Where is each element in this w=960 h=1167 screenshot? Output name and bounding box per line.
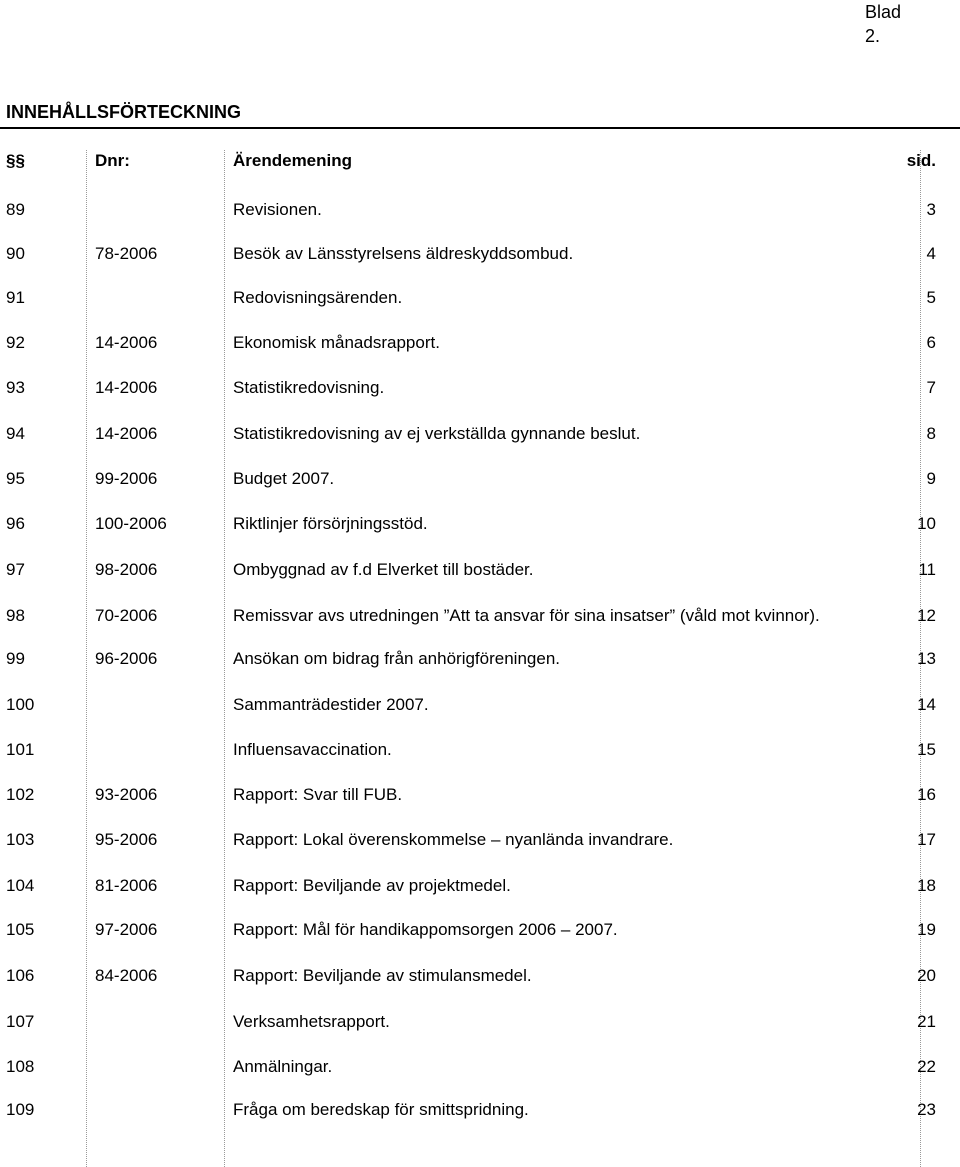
sid-cell: 23 xyxy=(917,1100,936,1119)
paragraf-cell: 93 xyxy=(6,378,25,397)
document-title: INNEHÅLLSFÖRTECKNING xyxy=(6,102,241,122)
arende-cell: Revisionen. xyxy=(233,200,322,219)
paragraf-cell: 102 xyxy=(6,785,35,804)
table-row xyxy=(0,378,960,408)
paragraf-cell: 92 xyxy=(6,333,25,352)
dnr-cell: 84-2006 xyxy=(95,966,158,985)
arende-cell: Rapport: Beviljande av projektmedel. xyxy=(233,876,511,895)
table-row xyxy=(0,785,960,815)
sid-cell: 14 xyxy=(917,695,936,714)
paragraf-cell: 109 xyxy=(6,1100,35,1119)
table-row xyxy=(0,740,960,770)
table-row xyxy=(0,966,960,996)
paragraf-cell: 108 xyxy=(6,1057,35,1076)
arende-cell: Rapport: Mål för handikappomsorgen 2006 – 2007. xyxy=(233,920,618,939)
dnr-cell: 99-2006 xyxy=(95,469,158,488)
paragraf-cell: 97 xyxy=(6,560,25,579)
sid-cell: 10 xyxy=(917,514,936,533)
paragraf-cell: 99 xyxy=(6,649,25,668)
table-row xyxy=(0,876,960,906)
dnr-cell: 93-2006 xyxy=(95,785,158,804)
sid-cell: 17 xyxy=(917,830,936,849)
paragraf-cell: 89 xyxy=(6,200,25,219)
sid-cell: 9 xyxy=(926,469,936,488)
sid-cell: 3 xyxy=(926,200,936,219)
dnr-cell: 81-2006 xyxy=(95,876,158,895)
dnr-cell: 14-2006 xyxy=(95,378,158,397)
dnr-cell: 100-2006 xyxy=(95,514,167,533)
arende-cell: Ombyggnad av f.d Elverket till bostäder. xyxy=(233,560,534,579)
arende-cell: Influensavaccination. xyxy=(233,740,392,759)
paragraf-cell: 101 xyxy=(6,740,35,759)
arende-cell: Rapport: Svar till FUB. xyxy=(233,785,403,804)
paragraf-cell: 105 xyxy=(6,920,35,939)
arende-cell: Rapport: Lokal överenskommelse – nyanlända invandrare. xyxy=(233,830,674,849)
arende-cell: Sammanträdestider 2007. xyxy=(233,695,429,714)
sid-cell: 18 xyxy=(917,876,936,895)
paragraf-cell: 94 xyxy=(6,424,25,443)
sid-cell: 4 xyxy=(926,244,936,263)
sid-cell: 19 xyxy=(917,920,936,939)
table-row xyxy=(0,649,960,679)
sid-cell: 16 xyxy=(917,785,936,804)
arende-cell: Besök av Länsstyrelsens äldreskyddsombud. xyxy=(233,244,574,263)
table-row xyxy=(0,1057,960,1087)
arende-cell: Remissvar avs utredningen ”Att ta ansvar för sina insatser” (våld mot kvinnor). xyxy=(233,606,820,625)
paragraf-cell: 104 xyxy=(6,876,35,895)
table-row xyxy=(0,920,960,950)
sid-cell: 11 xyxy=(918,560,936,579)
page-number-block xyxy=(865,0,901,48)
title-divider xyxy=(0,127,960,129)
sid-cell: 7 xyxy=(926,378,936,397)
paragraf-cell: 95 xyxy=(6,469,25,488)
paragraf-cell: 96 xyxy=(6,514,25,533)
paragraf-cell: 100 xyxy=(6,695,35,714)
arende-cell: Anmälningar. xyxy=(233,1057,333,1076)
table-row xyxy=(0,1012,960,1042)
paragraf-cell: 91 xyxy=(6,288,25,307)
paragraf-cell: 90 xyxy=(6,244,25,263)
table-row xyxy=(0,514,960,544)
blad-label: Blad xyxy=(865,2,902,22)
dnr-cell: 98-2006 xyxy=(95,560,158,579)
table-row xyxy=(0,244,960,274)
sid-cell: 15 xyxy=(917,740,936,759)
arende-cell: Rapport: Beviljande av stimulansmedel. xyxy=(233,966,532,985)
arende-cell: Ekonomisk månadsrapport. xyxy=(233,333,440,352)
paragraf-cell: 98 xyxy=(6,606,25,625)
table-row xyxy=(0,830,960,860)
arende-cell: Ansökan om bidrag från anhörigföreningen. xyxy=(233,649,560,668)
sid-cell: 20 xyxy=(917,966,936,985)
table-row xyxy=(0,424,960,454)
table-header xyxy=(0,151,960,181)
blad-number: 2. xyxy=(865,26,881,46)
paragraf-cell: 107 xyxy=(6,1012,35,1031)
sid-cell: 8 xyxy=(926,424,936,443)
table-row xyxy=(0,288,960,318)
table-row xyxy=(0,200,960,230)
dnr-cell: 14-2006 xyxy=(95,424,158,443)
sid-cell: 22 xyxy=(917,1057,936,1076)
arende-cell: Riktlinjer försörjningsstöd. xyxy=(233,514,428,533)
dnr-cell: 78-2006 xyxy=(95,244,158,263)
dnr-cell: 96-2006 xyxy=(95,649,158,668)
header-paragraf: §§ xyxy=(6,151,25,170)
arende-cell: Fråga om beredskap för smittspridning. xyxy=(233,1100,529,1119)
dnr-cell: 97-2006 xyxy=(95,920,158,939)
table-row xyxy=(0,606,960,636)
sid-cell: 21 xyxy=(917,1012,936,1031)
table-row xyxy=(0,1100,960,1130)
table-row xyxy=(0,560,960,590)
table-row xyxy=(0,333,960,363)
dnr-cell: 70-2006 xyxy=(95,606,158,625)
arende-cell: Budget 2007. xyxy=(233,469,335,488)
arende-cell: Verksamhetsrapport. xyxy=(233,1012,390,1031)
arende-cell: Statistikredovisning. xyxy=(233,378,385,397)
arende-cell: Statistikredovisning av ej verkställda gynnande beslut. xyxy=(233,424,641,443)
header-dnr: Dnr: xyxy=(95,151,130,170)
sid-cell: 6 xyxy=(926,333,936,352)
header-arende: Ärendemening xyxy=(233,151,353,170)
paragraf-cell: 106 xyxy=(6,966,35,985)
sid-cell: 12 xyxy=(917,606,936,625)
paragraf-cell: 103 xyxy=(6,830,35,849)
dnr-cell: 95-2006 xyxy=(95,830,158,849)
arende-cell: Redovisningsärenden. xyxy=(233,288,403,307)
header-sid: sid. xyxy=(906,151,936,170)
sid-cell: 13 xyxy=(917,649,936,668)
sid-cell: 5 xyxy=(926,288,936,307)
table-row xyxy=(0,469,960,499)
dnr-cell: 14-2006 xyxy=(95,333,158,352)
table-row xyxy=(0,695,960,725)
